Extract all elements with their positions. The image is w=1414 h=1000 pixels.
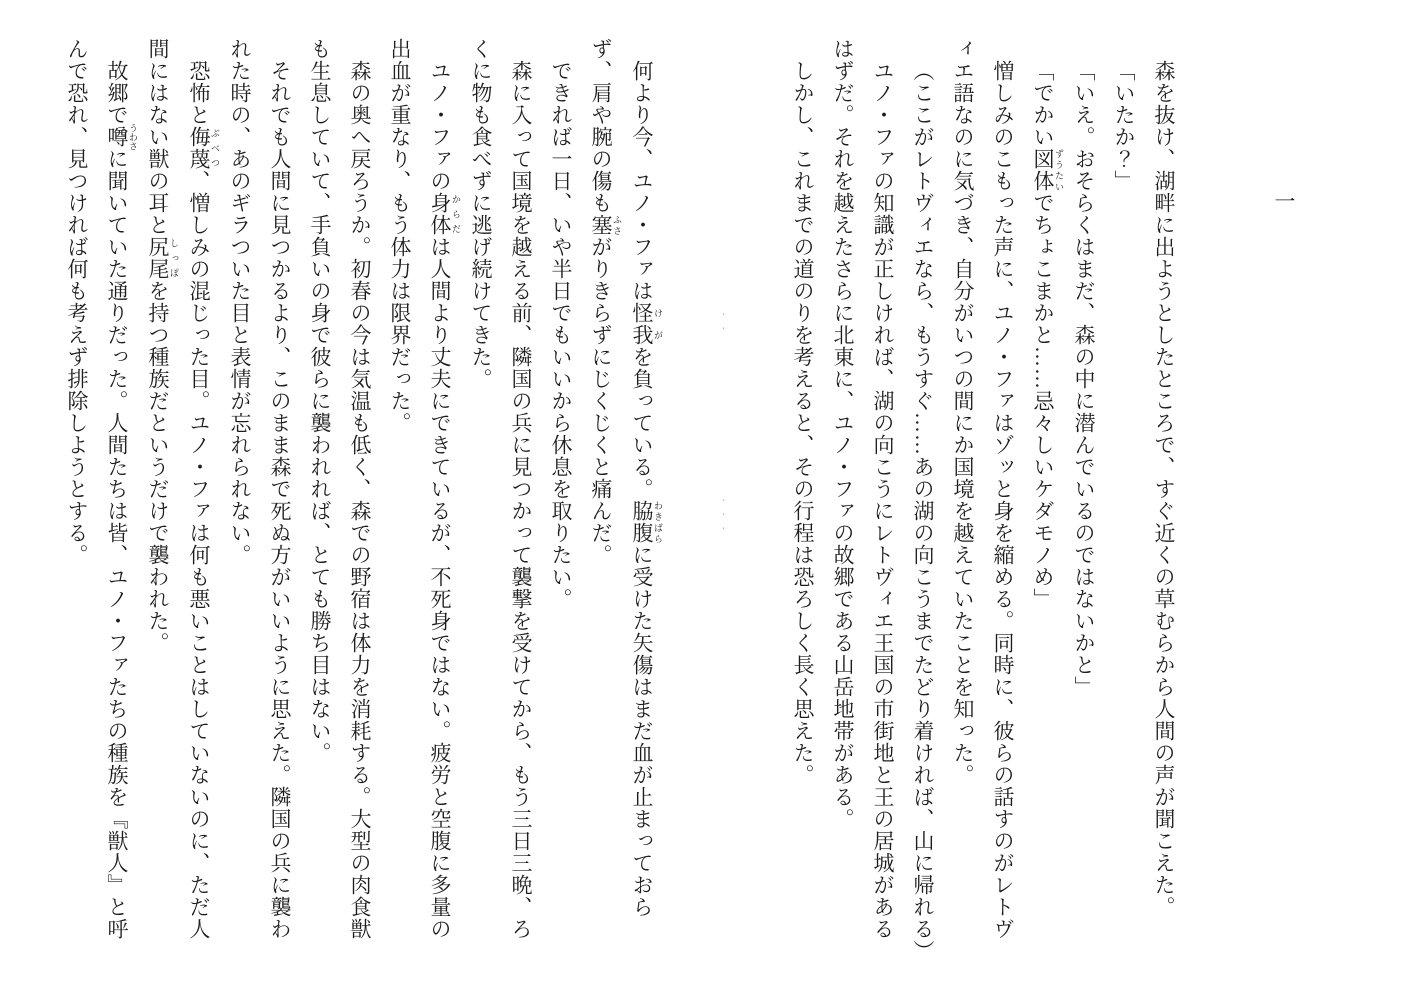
furigana: うわさ <box>128 123 138 151</box>
ruby-annotated-word: 噂 うわさ <box>105 123 138 151</box>
furigana: ずうたい <box>1054 148 1064 192</box>
text-line: できれば一日、いや半日でもいいから休息を取りたい。 <box>549 60 573 610</box>
text-line: ユノ・ファの身体 からだは人間より丈夫にできているが、不死身ではない。疲労と空腹に多量の <box>428 60 461 940</box>
text-flow <box>57 38 1304 968</box>
text-line: 故郷で噂 うわさに聞いていた通りだった。人間たちは皆、ユノ・ファたちの種族を『獣人』と呼 <box>105 60 138 940</box>
separator-mark: ・・・ <box>719 496 728 538</box>
text-line: 出血が重なり、もう体力は限界だった。 <box>388 38 412 434</box>
text-line: 「いえ。おそらくはまだ、森の中に潜んでいるのではないかと」 <box>1072 60 1096 698</box>
ruby-annotated-word: 怪我 けが <box>630 302 663 346</box>
text-line: 間にはない獣の耳と尻尾 しっぽを持つ種族だというだけで襲われた。 <box>146 38 179 654</box>
furigana: しっぽ <box>169 236 179 280</box>
ruby-annotated-word: 図体 ずうたい <box>1031 148 1064 192</box>
ruby-annotated-word: 侮蔑 ぶべつ <box>187 126 220 170</box>
blank-line <box>1184 38 1224 968</box>
text-line: ず、肩や腕の傷も塞 ふさがりきらずにじくじくと痛んだ。 <box>589 38 622 566</box>
text-line: ィエ語なのに気づき、自分がいつの間にか国境を越えていたことを知った。 <box>951 38 975 786</box>
section-separator-marks <box>703 38 743 968</box>
text-line: それでも人間に見つかるより、このまま森で死ぬ方がいいように思えた。隣国の兵に襲わ <box>268 60 292 940</box>
furigana: からだ <box>451 192 461 236</box>
text-line: （ここがレトヴィエなら、もうすぐ……あの湖の向こうまでたどり着ければ、山に帰れる） <box>911 60 935 962</box>
blank-line <box>743 38 783 968</box>
separator-mark: ・・ <box>719 310 728 338</box>
blank-line <box>1224 38 1264 968</box>
text-line: 森に入って国境を越える前、隣国の兵に見つかって襲撃を受けてから、もう三日三晩、ろ <box>509 60 533 940</box>
text-line: んで恐れ、見つければ何も考えず排除しようとする。 <box>65 38 89 566</box>
text-line: しかし、これまでの道のりを考えると、その行程は恐ろしく長く思えた。 <box>791 60 815 786</box>
text-line: 憎しみのこもった声に、ユノ・ファはゾッと身を縮める。同時に、彼らの話すのがレトヴ <box>991 60 1015 940</box>
text-line: くに物も食べずに逃げ続けてきた。 <box>469 38 493 390</box>
text-line: 「いたか？」 <box>1112 60 1136 192</box>
ruby-annotated-word: 尻尾 しっぽ <box>146 236 179 280</box>
ruby-annotated-word: 身体 からだ <box>428 192 461 236</box>
ruby-annotated-word: 塞 ふさ <box>589 214 622 236</box>
text-line: も生息していて、手負いの身で彼らに襲われれば、とても勝ち目はない。 <box>308 38 332 764</box>
text-line: 恐怖と侮蔑 ぶべつ、憎しみの混じった目。ユノ・ファは何も悪いことはしていないのに、ただ人 <box>187 60 220 940</box>
furigana: わきばら <box>653 500 663 544</box>
text-line: はずだ。それを越えたさらに北東に、ユノ・ファの故郷である山岳地帯がある。 <box>831 38 855 830</box>
ruby-annotated-word: 脇腹 わきばら <box>630 500 663 544</box>
text-line: れた時の、あのギラついた目と表情が忘れられない。 <box>228 38 252 566</box>
text-line: ユノ・ファの知識が正しければ、湖の向こうにレトヴィエ王国の市街地と王の居城がある <box>871 60 895 940</box>
furigana: ふさ <box>612 214 622 236</box>
text-line: 何より今、ユノ・ファは怪我 けがを負っている。脇腹 わきばらに受けた矢傷はまだ血が止まっておら <box>630 60 663 918</box>
text-line: 森を抜け、湖畔に出ようとしたところで、すぐ近くの草むらから人間の声が聞こえた。 <box>1152 60 1176 918</box>
furigana: けが <box>653 302 663 346</box>
blank-line <box>663 38 703 968</box>
chapter-number: 一 <box>1272 190 1296 212</box>
text-line: 「でかい図体 ずうたいでちょこまかと……忌々しいケダモノめ」 <box>1031 60 1064 610</box>
text-line: 森の奥へ戻ろうか。初春の今は気温も低く、森での野宿は体力を消耗する。大型の肉食獣 <box>348 60 372 940</box>
furigana: ぶべつ <box>210 126 220 170</box>
